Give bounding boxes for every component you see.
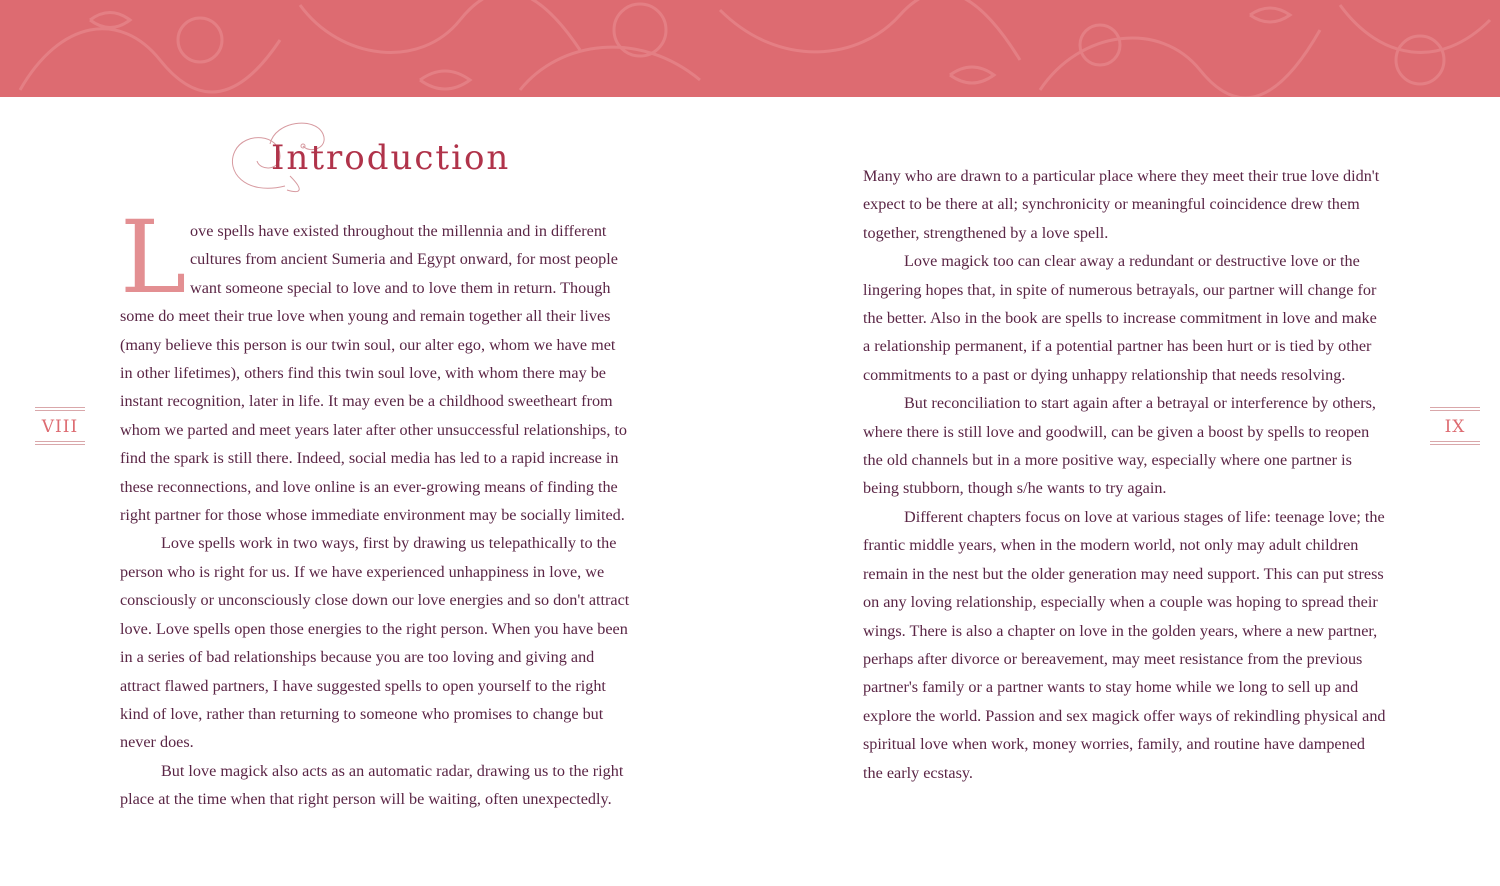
paragraph: Love magick too can clear away a redundant or destructive love or the lingering hopes that, in spite of numerous betrayals, our partner will change for the better. Also in the book are spells to increase commitment in love and make a relationship permanent, if a potential partner has been hurt or is tied by other commitments to a past or dying unhappy relationship that needs resolving. xyxy=(863,252,1377,384)
folio-number: VIII xyxy=(41,417,79,437)
paragraph xyxy=(120,199,632,529)
chapter-heading xyxy=(225,116,525,196)
folio-rule xyxy=(1430,410,1480,411)
paragraph: But love magick also acts as an automatic radar, drawing us to the right place at the time when that right person will be waiting, often unexpectedly. xyxy=(120,761,624,809)
folio-number: IX xyxy=(1444,417,1466,437)
folio-rule xyxy=(35,410,85,411)
drop-cap: L xyxy=(120,199,187,316)
right-page-number xyxy=(1430,407,1480,447)
paragraph-text: ove spells have existed throughout the millennia and in different cultures from ancient Sumeria and Egypt onward, for most people want someone special to love and to love them in return. Though some do meet their true love when young and remain together all their lives (many believe this person is our twin soul, our alter ego, whom we have met in other lifetimes), others find this twin soul love, with whom there may be instant recognition, later in life. It may even be a childhood sweetheart from whom we parted and meet years later after other unsuccessful relationships, to find the spark is still there. Indeed, social media has led to a rapid increase in these reconnections, and love online is an ever-growing means of finding the right partner for those whose immediate environment may be socially limited. xyxy=(120,222,628,525)
folio-rule xyxy=(35,441,85,442)
folio-rule xyxy=(1430,441,1480,442)
paragraph: But reconciliation to start again after a betrayal or interference by others, where there is still love and goodwill, can be given a boost by spells to reopen the old channels but in a more positive way, especially where one partner is being stubborn, though s/he wants to try again. xyxy=(863,394,1376,498)
decorative-header-banner xyxy=(0,0,1500,97)
right-page-body xyxy=(863,162,1387,787)
page-title: Introduction xyxy=(271,138,511,178)
floral-pattern xyxy=(0,0,1500,97)
left-page-body xyxy=(120,199,632,814)
left-page-number xyxy=(35,407,85,447)
folio-rule xyxy=(1430,407,1480,408)
folio-rule xyxy=(1430,444,1480,445)
folio-rule xyxy=(35,407,85,408)
paragraph: Many who are drawn to a particular place where they meet their true love didn't expect to be there at all; synchronicity or meaningful coincidence drew them together, strengthened by a love spell. xyxy=(863,167,1380,242)
paragraph: Love spells work in two ways, first by drawing us telepathically to the person who is right for us. If we have experienced unhappiness in love, we consciously or unconsciously close down our love energies and so don't attract love. Love spells open those energies to the right person. When you have been in a series of bad relationships because you are too loving and giving and attract flawed partners, I have suggested spells to open yourself to the right kind of love, rather than returning to someone who promises to change but never does. xyxy=(120,534,630,752)
folio-rule xyxy=(35,444,85,445)
paragraph: Different chapters focus on love at various stages of life: teenage love; the frantic middle years, when in the modern world, not only may adult children remain in the nest but the older generation may need support. This can put stress on any loving relationship, especially when a couple was hoping to spread their wings. There is also a chapter on love in the golden years, where a new partner, perhaps after divorce or bereavement, may meet resistance from the previous partner's family or a partner wants to stay home while we long to sell up and explore the world. Passion and sex magick offer ways of rekindling physical and spiritual love when work, money worries, family, and routine have dampened the early ecstasy. xyxy=(863,507,1386,782)
